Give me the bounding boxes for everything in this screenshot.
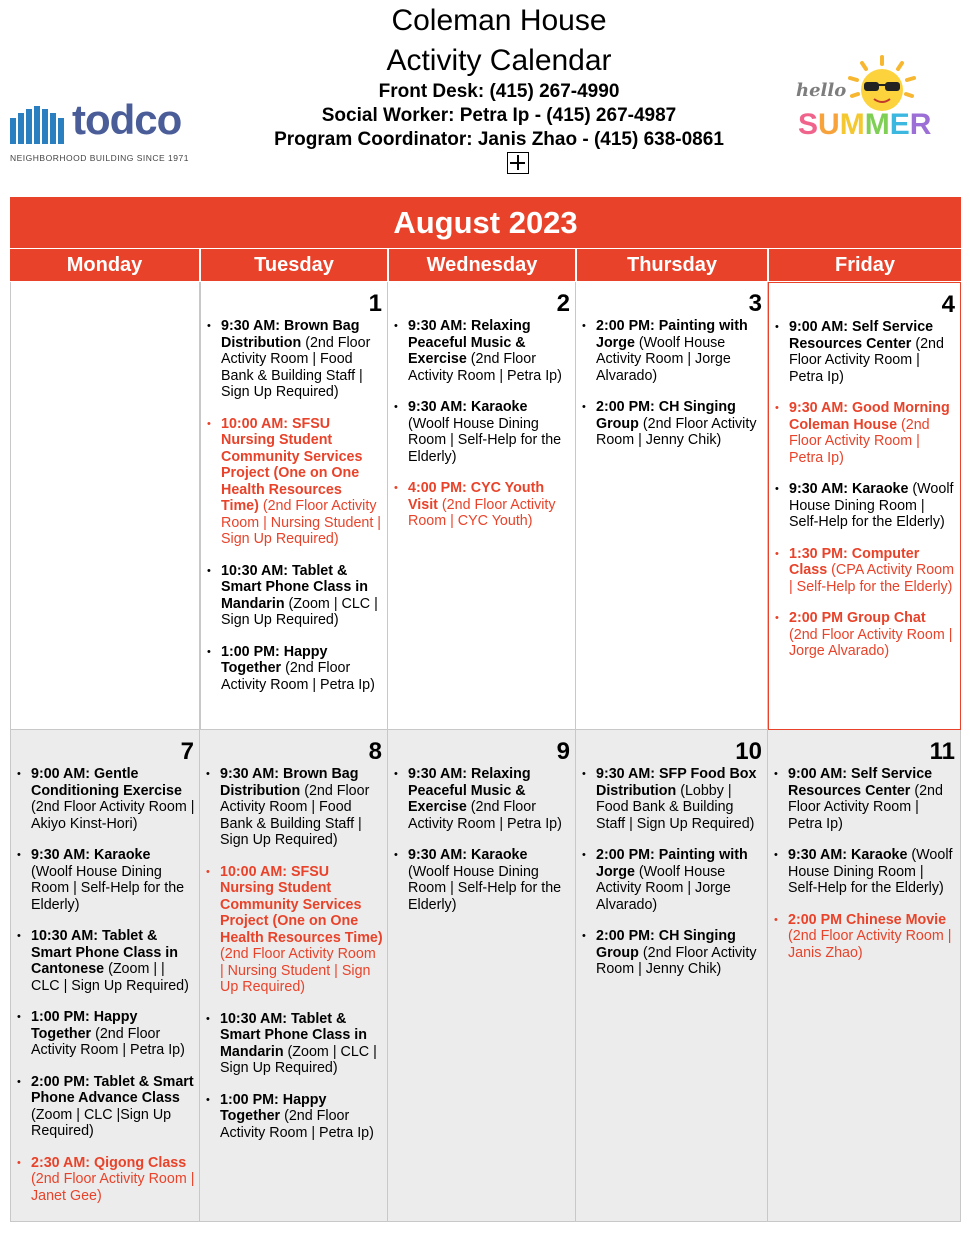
event-item bbox=[582, 766, 763, 832]
event-details: (2nd Floor Activity Room | Food Bank & Building Staff | Sign Up Required) bbox=[220, 782, 370, 848]
social-worker-contact: Social Worker: Petra Ip - (415) 267-4987 bbox=[321, 105, 677, 126]
event-item bbox=[775, 319, 956, 385]
event-title: 2:00 PM: Painting with Jorge bbox=[596, 847, 748, 880]
event-title: 10:30 AM: Tablet & Smart Phone Class in Cantonese bbox=[31, 928, 178, 977]
event-title: 9:30 AM: SFP Food Box Distribution bbox=[596, 766, 757, 799]
event-title: 10:00 AM: SFSU Nursing Student Community Services Project (One on One Health Resources Time) bbox=[220, 863, 383, 946]
event-details: (2nd Floor Activity Room | Akiyo Kinst-Hori) bbox=[31, 799, 195, 832]
event-item bbox=[394, 480, 571, 530]
event-list bbox=[17, 766, 195, 1219]
event-details: (2nd Floor Activity Room | Janis Zhao) bbox=[788, 928, 952, 961]
event-title: 2:00 PM: CH Singing Group bbox=[596, 928, 736, 961]
event-details: (2nd Floor Activity Room | Janet Gee) bbox=[31, 1171, 195, 1204]
day-cell bbox=[576, 282, 768, 730]
page-subtitle: Activity Calendar bbox=[386, 44, 612, 77]
event-details: (2nd Floor Activity Room | Petra Ip) bbox=[789, 416, 930, 466]
event-item bbox=[17, 928, 195, 994]
event-list bbox=[394, 318, 571, 545]
event-item bbox=[582, 399, 763, 449]
event-title: 9:30 AM: Karaoke bbox=[408, 399, 528, 415]
event-title: 9:30 AM: Relaxing Peaceful Music & Exercise bbox=[408, 318, 531, 367]
event-details: (Woolf House Dining Room | Self-Help for the Elderly) bbox=[31, 863, 185, 913]
event-item bbox=[582, 928, 763, 978]
event-title: 9:30 AM: Relaxing Peaceful Music & Exercise bbox=[408, 766, 531, 815]
event-item bbox=[774, 766, 956, 832]
event-title: 2:00 PM Group Chat bbox=[789, 610, 926, 626]
event-item bbox=[206, 1092, 383, 1142]
event-item bbox=[17, 847, 195, 913]
event-title: 9:30 AM: Karaoke bbox=[31, 847, 151, 863]
event-title: 9:30 AM: Good Morning Coleman House bbox=[789, 400, 950, 433]
event-details: (Woolf House Dining Room | Self-Help for the Elderly) bbox=[408, 415, 562, 465]
event-details: (Zoom | CLC | Sign Up Required) bbox=[220, 1043, 377, 1076]
event-details: (2nd Floor Activity Room | Petra Ip) bbox=[408, 799, 562, 832]
day-number: 10 bbox=[735, 738, 762, 765]
event-item bbox=[207, 416, 383, 548]
event-details: (2nd Floor Activity Room | Petra Ip) bbox=[788, 782, 943, 832]
event-title: 9:30 AM: Karaoke bbox=[408, 847, 528, 863]
summer-text: SUMMER bbox=[798, 108, 932, 141]
todco-logo bbox=[10, 96, 210, 166]
event-details: (2nd Floor Activity Room | CYC Youth) bbox=[408, 496, 556, 529]
event-details: (2nd Floor Activity Room | Petra Ip) bbox=[221, 660, 375, 693]
event-details: (Woolf House Activity Room | Jorge Alvarado) bbox=[596, 334, 731, 384]
day-header-tuesday: Tuesday bbox=[201, 249, 387, 281]
event-details: (2nd Floor Activity Room | Food Bank & Building Staff | Sign Up Required) bbox=[221, 334, 371, 400]
logo-tagline: NEIGHBORHOOD BUILDING SINCE 1971 bbox=[10, 153, 189, 163]
event-title: 9:30 AM: Karaoke bbox=[788, 847, 908, 863]
add-icon[interactable] bbox=[507, 152, 529, 174]
event-title: 9:30 AM: Brown Bag Distribution bbox=[221, 318, 360, 351]
hello-text: hello bbox=[796, 80, 847, 101]
event-details: (Zoom | CLC |Sign Up Required) bbox=[31, 1106, 172, 1139]
event-details: (Woolf House Dining Room | Self-Help for the Elderly) bbox=[788, 847, 953, 896]
day-cell bbox=[10, 730, 200, 1222]
event-item bbox=[206, 766, 383, 849]
program-coordinator-contact: Program Coordinator: Janis Zhao - (415) 638-0861 bbox=[274, 129, 724, 150]
event-list bbox=[394, 766, 571, 928]
event-item bbox=[582, 318, 763, 384]
event-list bbox=[774, 766, 956, 976]
day-header-wednesday: Wednesday bbox=[389, 249, 575, 281]
event-item bbox=[775, 481, 956, 531]
event-item bbox=[17, 1074, 195, 1140]
event-details: (2nd Floor Activity Room | Petra Ip) bbox=[408, 351, 562, 384]
event-title: 2:00 PM Chinese Movie bbox=[788, 911, 947, 928]
event-details: (2nd Floor Activity Room | Jorge Alvarado) bbox=[789, 626, 953, 659]
event-item bbox=[394, 399, 571, 465]
day-cell bbox=[388, 282, 576, 730]
front-desk-phone: Front Desk: (415) 267-4990 bbox=[378, 81, 620, 102]
event-item bbox=[206, 1011, 383, 1077]
day-cell bbox=[200, 730, 388, 1222]
event-title: 9:30 AM: Karaoke bbox=[789, 481, 909, 497]
day-header-thursday: Thursday bbox=[577, 249, 767, 281]
day-cell bbox=[388, 730, 576, 1222]
event-title: 2:00 PM: CH Singing Group bbox=[596, 399, 736, 432]
calendar bbox=[10, 197, 961, 1222]
event-item bbox=[17, 766, 195, 832]
event-title: 1:00 PM: Happy Together bbox=[221, 643, 328, 676]
event-details: (Woolf House Dining Room | Self-Help for the Elderly) bbox=[408, 863, 562, 913]
day-number: 2 bbox=[556, 290, 570, 317]
event-title: 9:00 AM: Self Service Resources Center bbox=[789, 319, 934, 352]
event-title: 10:30 AM: Tablet & Smart Phone Class in Mandarin bbox=[220, 1010, 367, 1060]
day-cell bbox=[768, 282, 961, 730]
event-title: 1:30 PM: Computer Class bbox=[789, 545, 920, 578]
event-item bbox=[394, 318, 571, 384]
event-details: (2nd Floor Activity Room | Jenny Chik) bbox=[596, 415, 757, 448]
page-header bbox=[0, 0, 970, 196]
event-list bbox=[582, 318, 763, 464]
day-cell bbox=[768, 730, 961, 1222]
event-details: (Lobby | Food Bank & Building Staff | Sign Up Required) bbox=[596, 782, 755, 832]
event-item bbox=[774, 912, 956, 962]
event-title: 4:00 PM: CYC Youth Visit bbox=[408, 480, 545, 513]
sun-icon bbox=[842, 54, 922, 114]
event-list bbox=[207, 318, 383, 708]
event-details: (2nd Floor Activity Room | Nursing Student | Sign Up Required) bbox=[221, 498, 382, 547]
event-details: (Zoom | CLC | Sign Up Required) bbox=[221, 595, 378, 628]
page-title: Coleman House bbox=[391, 4, 607, 37]
event-list bbox=[206, 766, 383, 1156]
day-number: 4 bbox=[941, 291, 955, 318]
event-title: 9:30 AM: Brown Bag Distribution bbox=[220, 766, 359, 799]
day-cell bbox=[10, 282, 200, 730]
event-details: (2nd Floor Activity Room | Nursing Student | Sign Up Required) bbox=[220, 946, 376, 995]
day-number: 7 bbox=[180, 738, 194, 765]
event-item bbox=[17, 1009, 195, 1059]
event-title: 1:00 PM: Happy Together bbox=[31, 1009, 138, 1042]
event-list bbox=[582, 766, 763, 993]
event-item bbox=[775, 610, 956, 660]
event-item bbox=[394, 766, 571, 832]
day-number: 8 bbox=[368, 738, 382, 765]
day-number: 1 bbox=[368, 290, 382, 317]
event-details: (2nd Floor Activity Room | Jenny Chik) bbox=[596, 944, 757, 977]
event-details: (2nd Floor Activity Room | Petra Ip) bbox=[220, 1108, 374, 1141]
day-number: 9 bbox=[556, 738, 570, 765]
event-title: 1:00 PM: Happy Together bbox=[220, 1091, 327, 1124]
day-header-monday: Monday bbox=[10, 249, 199, 281]
event-details: (2nd Floor Activity Room | Petra Ip) bbox=[31, 1025, 185, 1058]
event-title: 9:00 AM: Gentle Conditioning Exercise bbox=[31, 766, 182, 799]
building-icon bbox=[10, 104, 68, 144]
event-details: (2nd Floor Activity Room | Petra Ip) bbox=[789, 335, 944, 385]
hello-summer-logo bbox=[794, 54, 944, 154]
event-title: 10:30 AM: Tablet & Smart Phone Class in Mandarin bbox=[221, 562, 368, 612]
day-number: 3 bbox=[748, 290, 762, 317]
event-title: 2:30 AM: Qigong Class bbox=[31, 1154, 187, 1171]
event-item bbox=[394, 847, 571, 913]
event-details: (CPA Activity Room | Self-Help for the Elderly) bbox=[789, 562, 955, 595]
event-item bbox=[206, 864, 383, 996]
day-number: 11 bbox=[929, 738, 955, 765]
event-item bbox=[775, 400, 956, 466]
event-title: 9:00 AM: Self Service Resources Center bbox=[788, 766, 933, 799]
day-cell bbox=[576, 730, 768, 1222]
event-item bbox=[207, 563, 383, 629]
day-header-friday: Friday bbox=[769, 249, 961, 281]
event-title: 10:00 AM: SFSU Nursing Student Community Services Project (One on One Health Resources Time) bbox=[221, 415, 363, 514]
event-title: 2:00 PM: Painting with Jorge bbox=[596, 318, 748, 351]
event-item bbox=[582, 847, 763, 913]
event-title: 2:00 PM: Tablet & Smart Phone Advance Class bbox=[31, 1073, 194, 1106]
event-item bbox=[207, 644, 383, 694]
month-title: August 2023 bbox=[10, 197, 961, 248]
day-cell bbox=[200, 282, 388, 730]
event-details: (Woolf House Dining Room | Self-Help for the Elderly) bbox=[789, 481, 954, 530]
event-item bbox=[775, 546, 956, 596]
event-details: (Zoom | | CLC | Sign Up Required) bbox=[31, 961, 189, 994]
event-item bbox=[207, 318, 383, 401]
event-list bbox=[775, 319, 956, 675]
logo-wordmark: todco bbox=[72, 96, 182, 143]
event-item bbox=[774, 847, 956, 897]
event-item bbox=[17, 1155, 195, 1205]
event-details: (Woolf House Activity Room | Jorge Alvarado) bbox=[596, 863, 731, 913]
